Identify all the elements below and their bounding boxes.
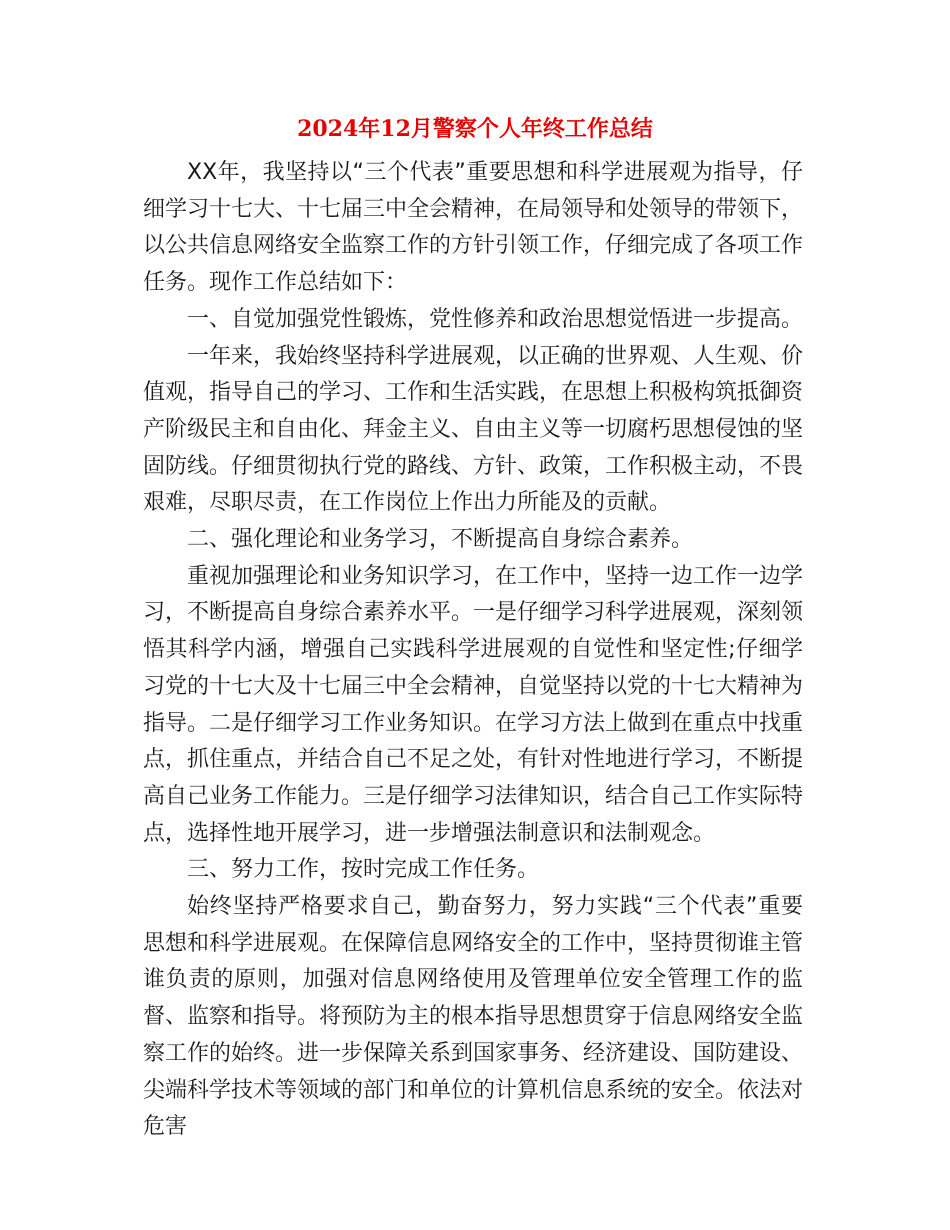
section-heading-3: 三、努力工作，按时完成工作任务。 (187, 857, 540, 883)
paragraph-section-1: 一年来，我始终坚持科学进展观，以正确的世界观、人生观、价值观，指导自己的学习、工作和生活实践，在思想上积极构筑抵御资产阶级民主和自由化、拜金主义、自由主义等一切腐朽思想侵蚀的坚固防线。仔细贯彻执行党的路线、方针、政策，工作积极主动，不畏艰难，尽职尽责，在工作岗位上作出力所能及的贡献。 (143, 343, 804, 516)
document-title: 2024年12月警察个人年终工作总结 (297, 116, 653, 142)
paragraph-intro: XX年，我坚持以“三个代表”重要思想和科学进展观为指导，仔细学习十七大、十七届三中全会精神，在局领导和处领导的带领下，以公共信息网络安全监察工作的方针引领工作，仔细完成了各项工作任务。现作工作总结如下： (143, 160, 804, 296)
paragraph-section-2: 重视加强理论和业务知识学习，在工作中，坚持一边工作一边学习，不断提高自身综合素养水平。一是仔细学习科学进展观，深刻领悟其科学内涵，增强自己实践科学进展观的自觉性和坚定性;仔细学习党的十七大及十七届三中全会精神，自觉坚持以党的十七大精神为指导。二是仔细学习工作业务知识。在学习方法上做到在重点中找重点，抓住重点，并结合自己不足之处，有针对性地进行学习，不断提高自己业务工作能力。三是仔细学习法律知识，结合自己工作实际特点，选择性地开展学习，进一步增强法制意识和法制观念。 (143, 563, 804, 846)
document-body (143, 155, 803, 1146)
section-heading-1: 一、自觉加强党性锻炼，党性修养和政治思想觉悟进一步提高。 (187, 306, 804, 332)
paragraph-section-3: 始终坚持严格要求自己，勤奋努力，努力实践“三个代表”重要思想和科学进展观。在保障信息网络安全的工作中，坚持贯彻谁主管谁负责的原则，加强对信息网络使用及管理单位安全管理工作的监督、监察和指导。将预防为主的根本指导思想贯穿于信息网络安全监察工作的始终。进一步保障关系到国家事务、经济建设、国防建设、尖端科学技术等领域的部门和单位的计算机信息系统的安全。依法对危害 (143, 894, 804, 1140)
section-heading-2: 二、强化理论和业务学习，不断提高自身综合素养。 (187, 527, 694, 553)
